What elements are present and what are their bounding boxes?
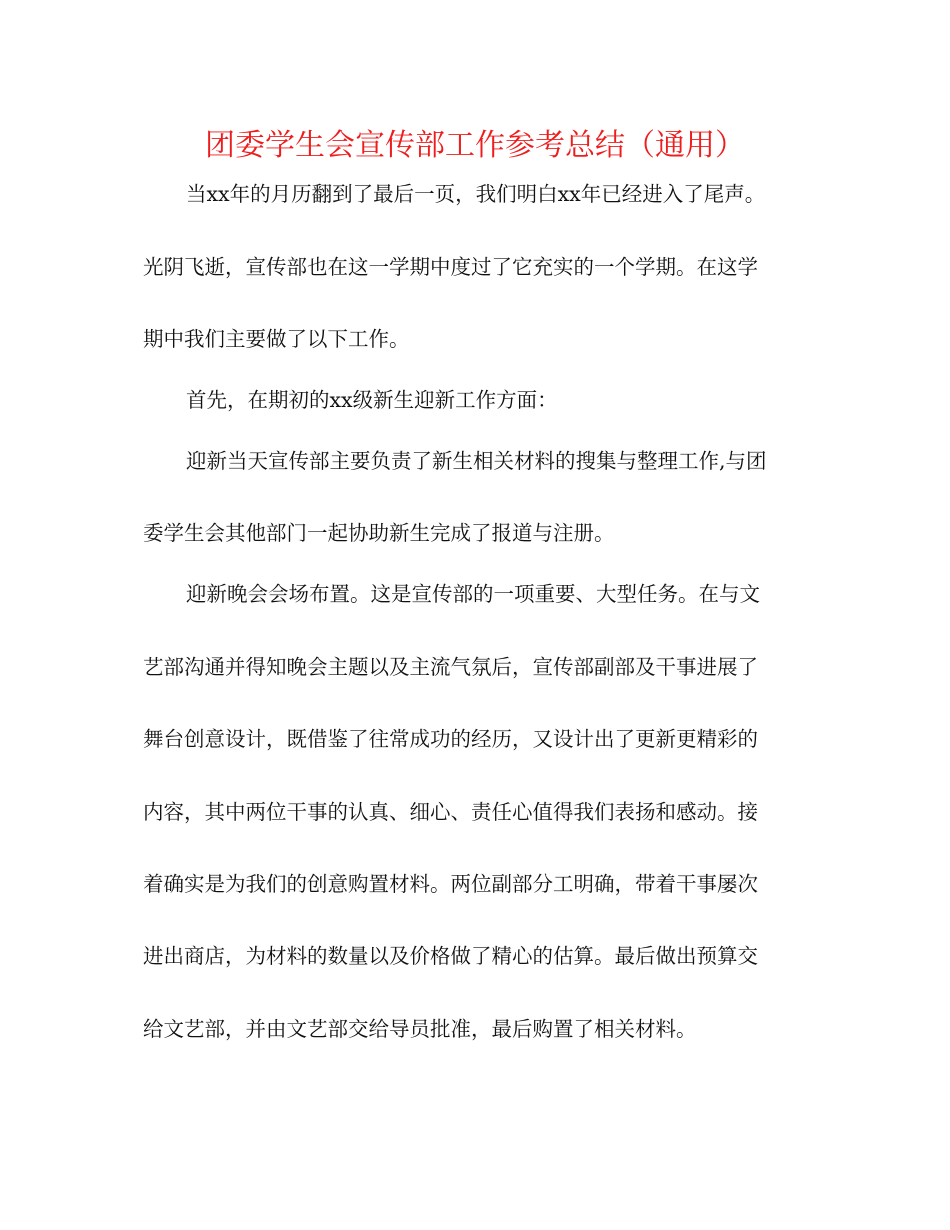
paragraph-line: 进出商店，为材料的数量以及价格做了精心的估算。最后做出预算交 [143,944,758,968]
paragraph-line: 委学生会其他部门一起协助新生完成了报道与注册。 [143,521,615,545]
paragraph-line: 舞台创意设计，既借鉴了往常成功的经历，又设计出了更新更精彩的 [143,727,758,751]
paragraph-line: 着确实是为我们的创意购置材料。两位副部分工明确，带着干事屡次 [143,872,758,896]
paragraph-line: 当xx年的月历翻到了最后一页，我们明白xx年已经进入了尾声。 [186,182,766,206]
paragraph-line: 首先，在期初的xx级新生迎新工作方面： [186,388,558,412]
paragraph-line: 迎新当天宣传部主要负责了新生相关材料的搜集与整理工作,与团 [186,449,767,473]
paragraph-line: 期中我们主要做了以下工作。 [143,327,410,351]
paragraph-line: 光阴飞逝，宣传部也在这一学期中度过了它充实的一个学期。在这学 [143,255,758,279]
page-title: 团委学生会宣传部工作参考总结（通用） [205,128,745,163]
paragraph-line: 给文艺部，并由文艺部交给导员批准，最后购置了相关材料。 [143,1017,697,1041]
paragraph-line: 迎新晚会会场布置。这是宣传部的一项重要、大型任务。在与文 [186,582,760,606]
paragraph-line: 内容，其中两位干事的认真、细心、责任心值得我们表扬和感动。接 [143,800,758,824]
paragraph-line: 艺部沟通并得知晚会主题以及主流气氛后，宣传部副部及干事进展了 [143,655,758,679]
